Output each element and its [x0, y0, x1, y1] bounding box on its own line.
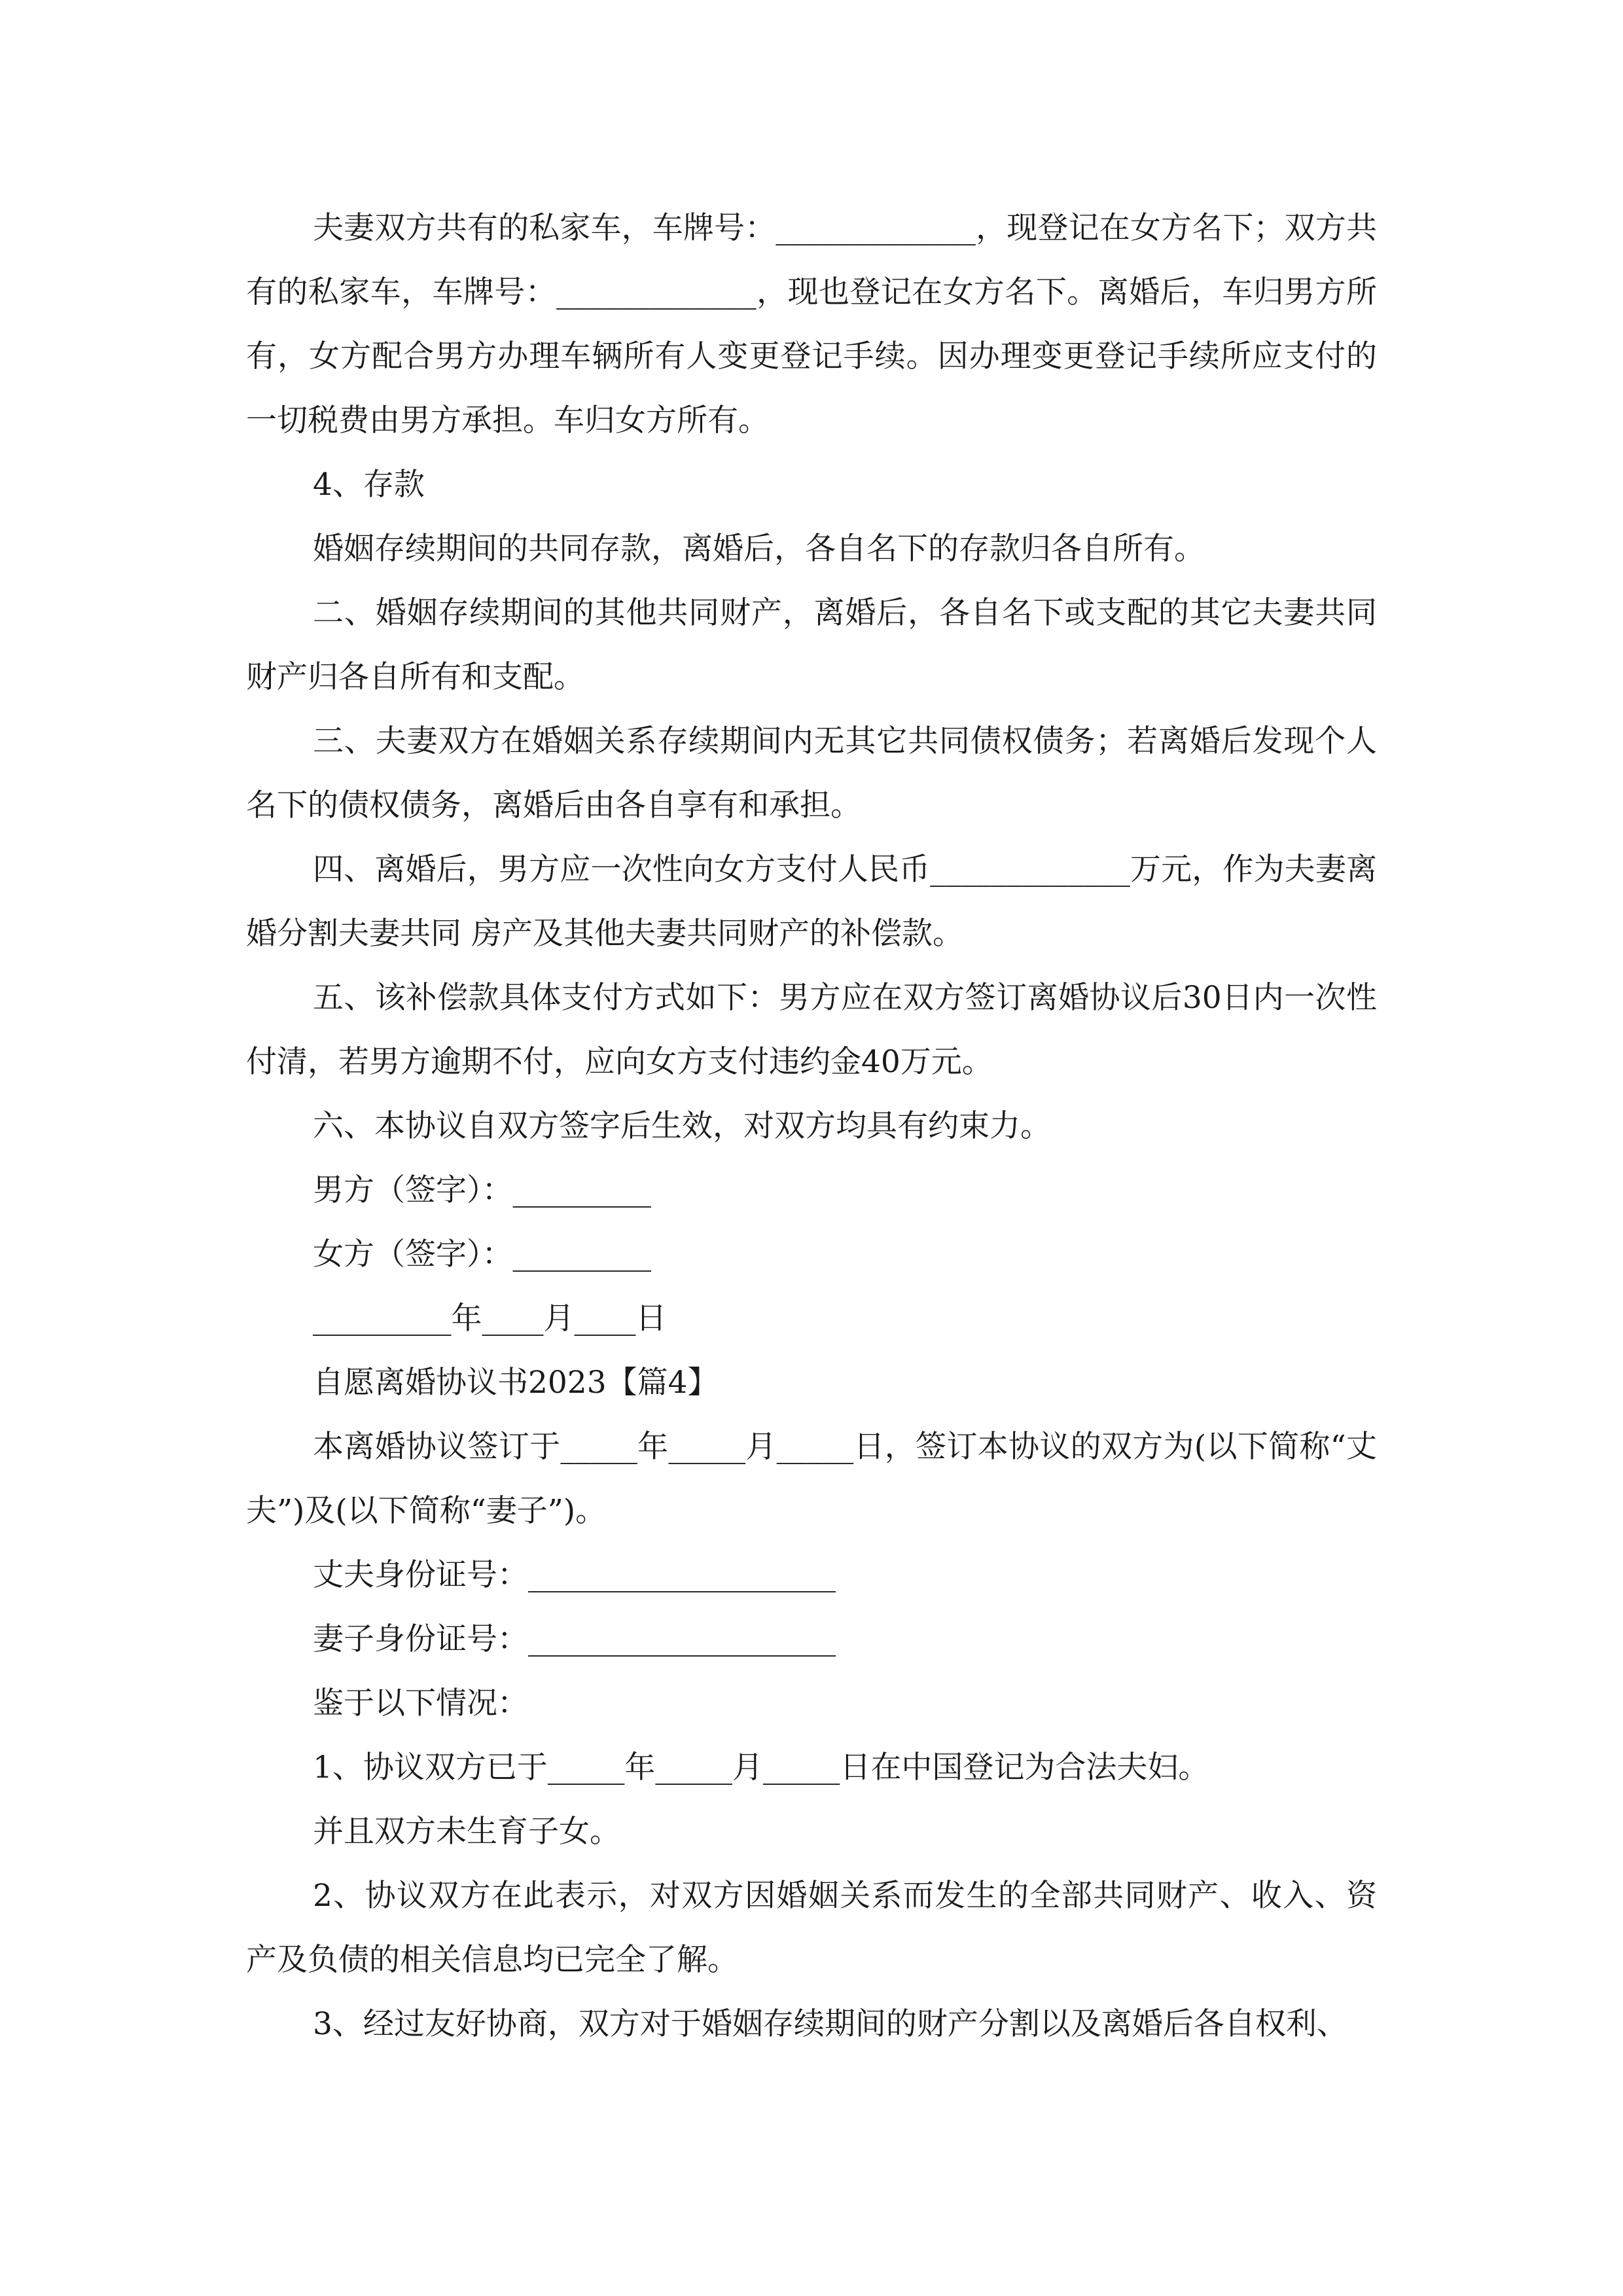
paragraph-effectiveness: 六、本协议自双方签字后生效，对双方均具有约束力。: [313, 1108, 1051, 1144]
paragraph-whereas: 鉴于以下情况：: [313, 1685, 528, 1721]
paragraph-deposits: 婚姻存续期间的共同存款，离婚后，各自名下的存款归各自所有。: [313, 531, 1205, 567]
document-body: [246, 196, 1377, 2056]
paragraph-no-children: 并且双方未生育子女。: [313, 1814, 620, 1850]
paragraph-marriage-registration: 1、协议双方已于_____年_____月_____日在中国登记为合法夫妇。: [313, 1749, 1209, 1785]
section-title: 自愿离婚协议书2023【篇4】: [313, 1365, 719, 1401]
field-husband-id: 丈夫身份证号：____________________: [313, 1557, 836, 1593]
paragraph-other-property: 二、婚姻存续期间的其他共同财产，离婚后，各自名下或支配的其它夫妻共同财产归各自所有和支配。: [246, 595, 1377, 695]
paragraph-car-ownership: 夫妻双方共有的私家车，车牌号：_____________，现登记在女方名下；双方共有的私家车，车牌号：_____________，现也登记在女方名下。离婚后，车归男方所有，女方配合男方办理车辆所有人变更登记手续。因办理变更登记手续所应支付的一切税费由男方承担。车归女方所有。: [246, 210, 1377, 439]
paragraph-debts: 三、夫妻双方在婚姻关系存续期间内无其它共同债权债务；若离婚后发现个人名下的债权债务，离婚后由各自享有和承担。: [246, 723, 1377, 823]
field-wife-id: 妻子身份证号：____________________: [313, 1621, 836, 1657]
paragraph-payment-method: 五、该补偿款具体支付方式如下：男方应在双方签订离婚协议后30日内一次性付清，若男方逾期不付，应向女方支付违约金40万元。: [246, 980, 1377, 1080]
signature-husband: 男方（签字）：_________: [313, 1172, 651, 1208]
signature-date: _________年____月____日: [313, 1300, 667, 1336]
heading-deposits: 4、存款: [313, 467, 425, 503]
paragraph-agreement-date: 本离婚协议签订于_____年_____月_____日，签订本协议的双方为(以下简称“丈夫”)及(以下简称“妻子”)。: [246, 1429, 1377, 1529]
paragraph-disclosure: 2、协议双方在此表示，对双方因婚姻关系而发生的全部共同财产、收入、资产及负债的相关信息均已完全了解。: [246, 1878, 1377, 1978]
signature-wife: 女方（签字）：_________: [313, 1236, 651, 1272]
paragraph-negotiation: 3、经过友好协商，双方对于婚姻存续期间的财产分割以及离婚后各自权利、: [313, 2006, 1347, 2042]
paragraph-compensation: 四、离婚后，男方应一次性向女方支付人民币_____________万元，作为夫妻离婚分割夫妻共同 房产及其他夫妻共同财产的补偿款。: [246, 852, 1377, 952]
